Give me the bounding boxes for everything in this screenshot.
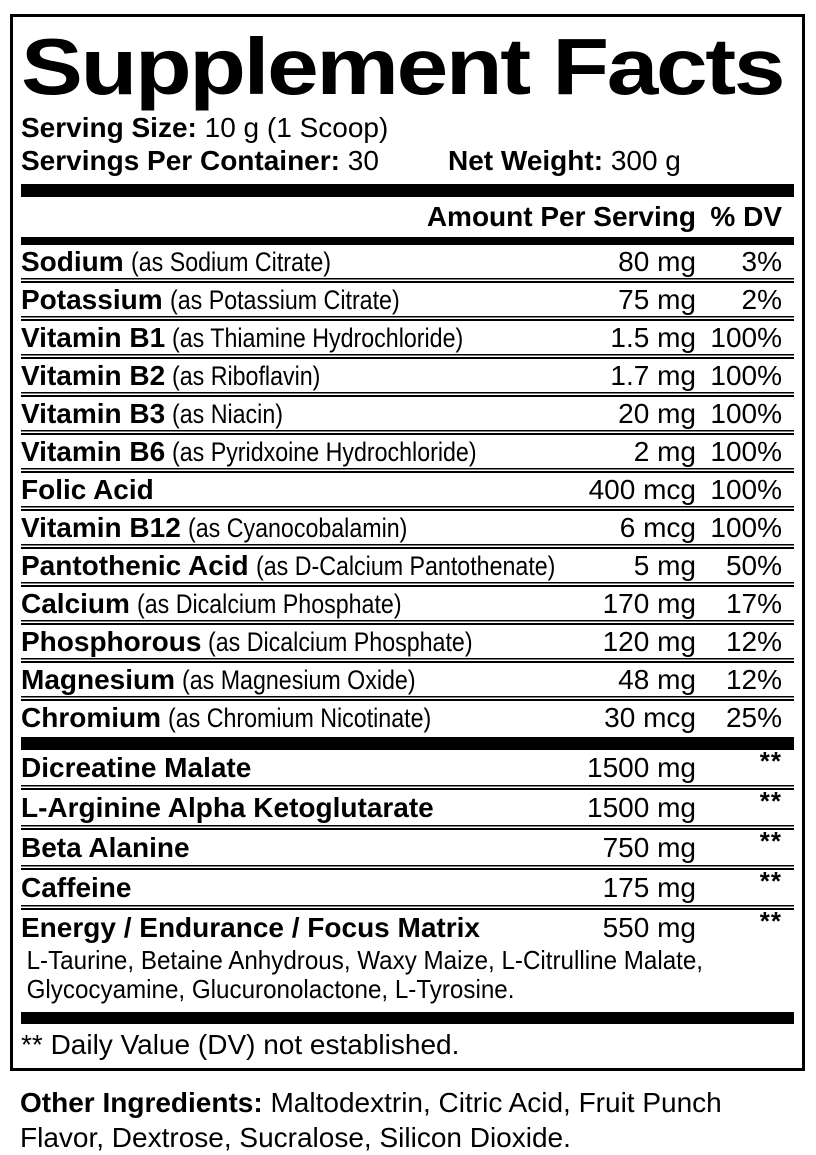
nutrient-amount: 80 mg bbox=[618, 245, 696, 277]
nutrient-detail: (as Cyanocobalamin) bbox=[187, 512, 408, 543]
nutrient-row-vitamin-b6 bbox=[21, 435, 794, 468]
dv-footnote: ** Daily Value (DV) not established. bbox=[21, 1029, 460, 1060]
section-bar-footnote bbox=[21, 1012, 794, 1024]
ingredient-name: L-Arginine Alpha Ketoglutarate bbox=[21, 791, 434, 823]
nutrient-amount: 400 mcg bbox=[588, 473, 696, 505]
serving-size-label: Serving Size: bbox=[21, 112, 197, 143]
nutrient-dv: 100% bbox=[710, 359, 782, 391]
nutrient-row-sodium bbox=[21, 245, 794, 278]
serving-size-value: 10 g (1 Scoop) bbox=[204, 112, 389, 143]
nutrient-row-potassium bbox=[21, 283, 794, 316]
nutrient-name: Potassium bbox=[21, 283, 163, 315]
ingredient-name: Caffeine bbox=[21, 871, 132, 903]
nutrient-dv: 17% bbox=[725, 587, 782, 619]
blend-row-l-arginine bbox=[21, 785, 794, 825]
nutrient-row-magnesium bbox=[21, 663, 794, 696]
nutrient-amount: 6 mcg bbox=[619, 511, 696, 543]
nutrient-name: Chromium bbox=[21, 701, 161, 733]
nutrient-name: Vitamin B12 bbox=[21, 511, 181, 543]
nutrient-name: Folic Acid bbox=[21, 473, 154, 505]
nutrient-row-calcium bbox=[21, 587, 794, 620]
nutrient-row-chromium bbox=[21, 701, 794, 734]
nutrient-row-vitamin-b1 bbox=[21, 321, 794, 354]
section-bar-blend bbox=[21, 737, 794, 750]
nutrient-row-pantothenic-acid bbox=[21, 549, 794, 582]
ingredient-dv-asterisks: ** bbox=[759, 865, 782, 896]
ingredient-amount: 750 mg bbox=[602, 831, 696, 863]
nutrient-detail: (as D-Calcium Pantothenate) bbox=[255, 550, 556, 581]
nutrient-dv: 50% bbox=[725, 549, 782, 581]
nutrient-amount: 48 mg bbox=[618, 663, 696, 695]
nutrient-row-vitamin-b12 bbox=[21, 511, 794, 544]
servings-per-container-value: 30 bbox=[347, 145, 379, 176]
nutrient-amount: 5 mg bbox=[633, 549, 696, 581]
nutrient-amount: 75 mg bbox=[618, 283, 696, 315]
nutrient-detail: (as Pyridxoine Hydrochloride) bbox=[172, 436, 477, 467]
panel-title-text: Supplement Facts bbox=[21, 22, 784, 111]
nutrient-detail: (as Chromium Nicotinate) bbox=[168, 702, 432, 733]
servings-per-container-label: Servings Per Container: bbox=[21, 145, 340, 176]
nutrient-name: Sodium bbox=[21, 245, 124, 277]
nutrient-row-folic-acid bbox=[21, 473, 794, 506]
panel-title bbox=[21, 23, 794, 111]
nutrient-dv: 100% bbox=[710, 511, 782, 543]
nutrient-amount: 120 mg bbox=[602, 625, 696, 657]
nutrient-dv: 12% bbox=[725, 625, 782, 657]
nutrient-detail: (as Niacin) bbox=[172, 398, 284, 429]
nutrient-dv: 2% bbox=[741, 283, 782, 315]
ingredient-amount: 550 mg bbox=[602, 911, 696, 943]
header-divider-bar bbox=[21, 237, 794, 245]
net-weight-value: 300 g bbox=[610, 145, 681, 176]
serving-size-line bbox=[21, 111, 794, 144]
nutrient-name: Vitamin B2 bbox=[21, 359, 166, 391]
nutrient-detail: (as Riboflavin) bbox=[172, 360, 321, 391]
ingredient-amount: 1500 mg bbox=[587, 751, 696, 783]
ingredient-name: Beta Alanine bbox=[21, 831, 190, 863]
nutrient-name: Pantothenic Acid bbox=[21, 549, 249, 581]
nutrient-row-vitamin-b3 bbox=[21, 397, 794, 430]
nutrient-name: Phosphorous bbox=[21, 625, 202, 657]
nutrient-amount: 30 mcg bbox=[604, 701, 696, 733]
nutrient-detail: (as Thiamine Hydrochloride) bbox=[172, 322, 464, 353]
table-header-row bbox=[21, 197, 794, 237]
blend-row-dicreatine-malate bbox=[21, 745, 794, 785]
ingredient-dv-asterisks: ** bbox=[759, 785, 782, 816]
amount-per-serving-header: Amount Per Serving bbox=[426, 201, 696, 232]
supplement-facts-panel bbox=[10, 14, 805, 1071]
nutrient-row-vitamin-b2 bbox=[21, 359, 794, 392]
section-bar-top bbox=[21, 184, 794, 197]
nutrient-amount: 170 mg bbox=[602, 587, 696, 619]
nutrient-detail: (as Dicalcium Phosphate) bbox=[208, 626, 474, 657]
nutrient-dv: 12% bbox=[725, 663, 782, 695]
ingredient-amount: 1500 mg bbox=[587, 791, 696, 823]
nutrient-amount: 1.5 mg bbox=[610, 321, 696, 353]
servings-net-weight-line bbox=[21, 144, 794, 177]
blend-row-energy-matrix bbox=[21, 905, 794, 945]
nutrient-dv: 100% bbox=[710, 473, 782, 505]
ingredient-name: Energy / Endurance / Focus Matrix bbox=[21, 911, 481, 943]
nutrient-detail: (as Sodium Citrate) bbox=[130, 246, 331, 277]
ingredient-dv-asterisks: ** bbox=[759, 745, 782, 776]
nutrient-row-phosphorous bbox=[21, 625, 794, 658]
ingredient-dv-asterisks: ** bbox=[759, 905, 782, 936]
net-weight bbox=[448, 144, 681, 177]
nutrient-dv: 100% bbox=[710, 321, 782, 353]
ingredient-dv-asterisks: ** bbox=[759, 825, 782, 856]
other-ingredients bbox=[20, 1085, 794, 1155]
nutrient-name: Vitamin B3 bbox=[21, 397, 166, 429]
nutrient-detail: (as Magnesium Oxide) bbox=[182, 664, 416, 695]
nutrient-amount: 20 mg bbox=[618, 397, 696, 429]
net-weight-label: Net Weight: bbox=[448, 145, 604, 176]
nutrient-amount: 1.7 mg bbox=[610, 359, 696, 391]
energy-matrix-sub-ingredients: L-Taurine, Betaine Anhydrous, Waxy Maize, L-Citrulline Malate, Glycocyamine, Glucuronolactone, L-Tyrosine. bbox=[26, 945, 704, 1004]
nutrient-name: Vitamin B6 bbox=[21, 435, 166, 467]
other-ingredients-value: Maltodextrin, Citric Acid, Fruit Punch Flavor, Dextrose, Sucralose, Silicon Dioxide. bbox=[20, 1087, 722, 1153]
nutrient-dv: 100% bbox=[710, 397, 782, 429]
nutrient-amount: 2 mg bbox=[633, 435, 696, 467]
nutrient-detail: (as Dicalcium Phosphate) bbox=[136, 588, 402, 619]
other-ingredients-label: Other Ingredients: bbox=[20, 1087, 263, 1118]
servings-per-container bbox=[21, 144, 448, 177]
nutrient-name: Magnesium bbox=[21, 663, 176, 695]
blend-row-beta-alanine bbox=[21, 825, 794, 865]
nutrient-dv: 100% bbox=[710, 435, 782, 467]
nutrient-name: Calcium bbox=[21, 587, 130, 619]
nutrient-detail: (as Potassium Citrate) bbox=[169, 284, 400, 315]
ingredient-name: Dicreatine Malate bbox=[21, 751, 252, 783]
ingredient-amount: 175 mg bbox=[602, 871, 696, 903]
nutrient-dv: 3% bbox=[741, 245, 782, 277]
blend-row-caffeine bbox=[21, 865, 794, 905]
nutrient-name: Vitamin B1 bbox=[21, 321, 166, 353]
percent-dv-header: % DV bbox=[710, 201, 782, 232]
nutrient-dv: 25% bbox=[725, 701, 782, 733]
